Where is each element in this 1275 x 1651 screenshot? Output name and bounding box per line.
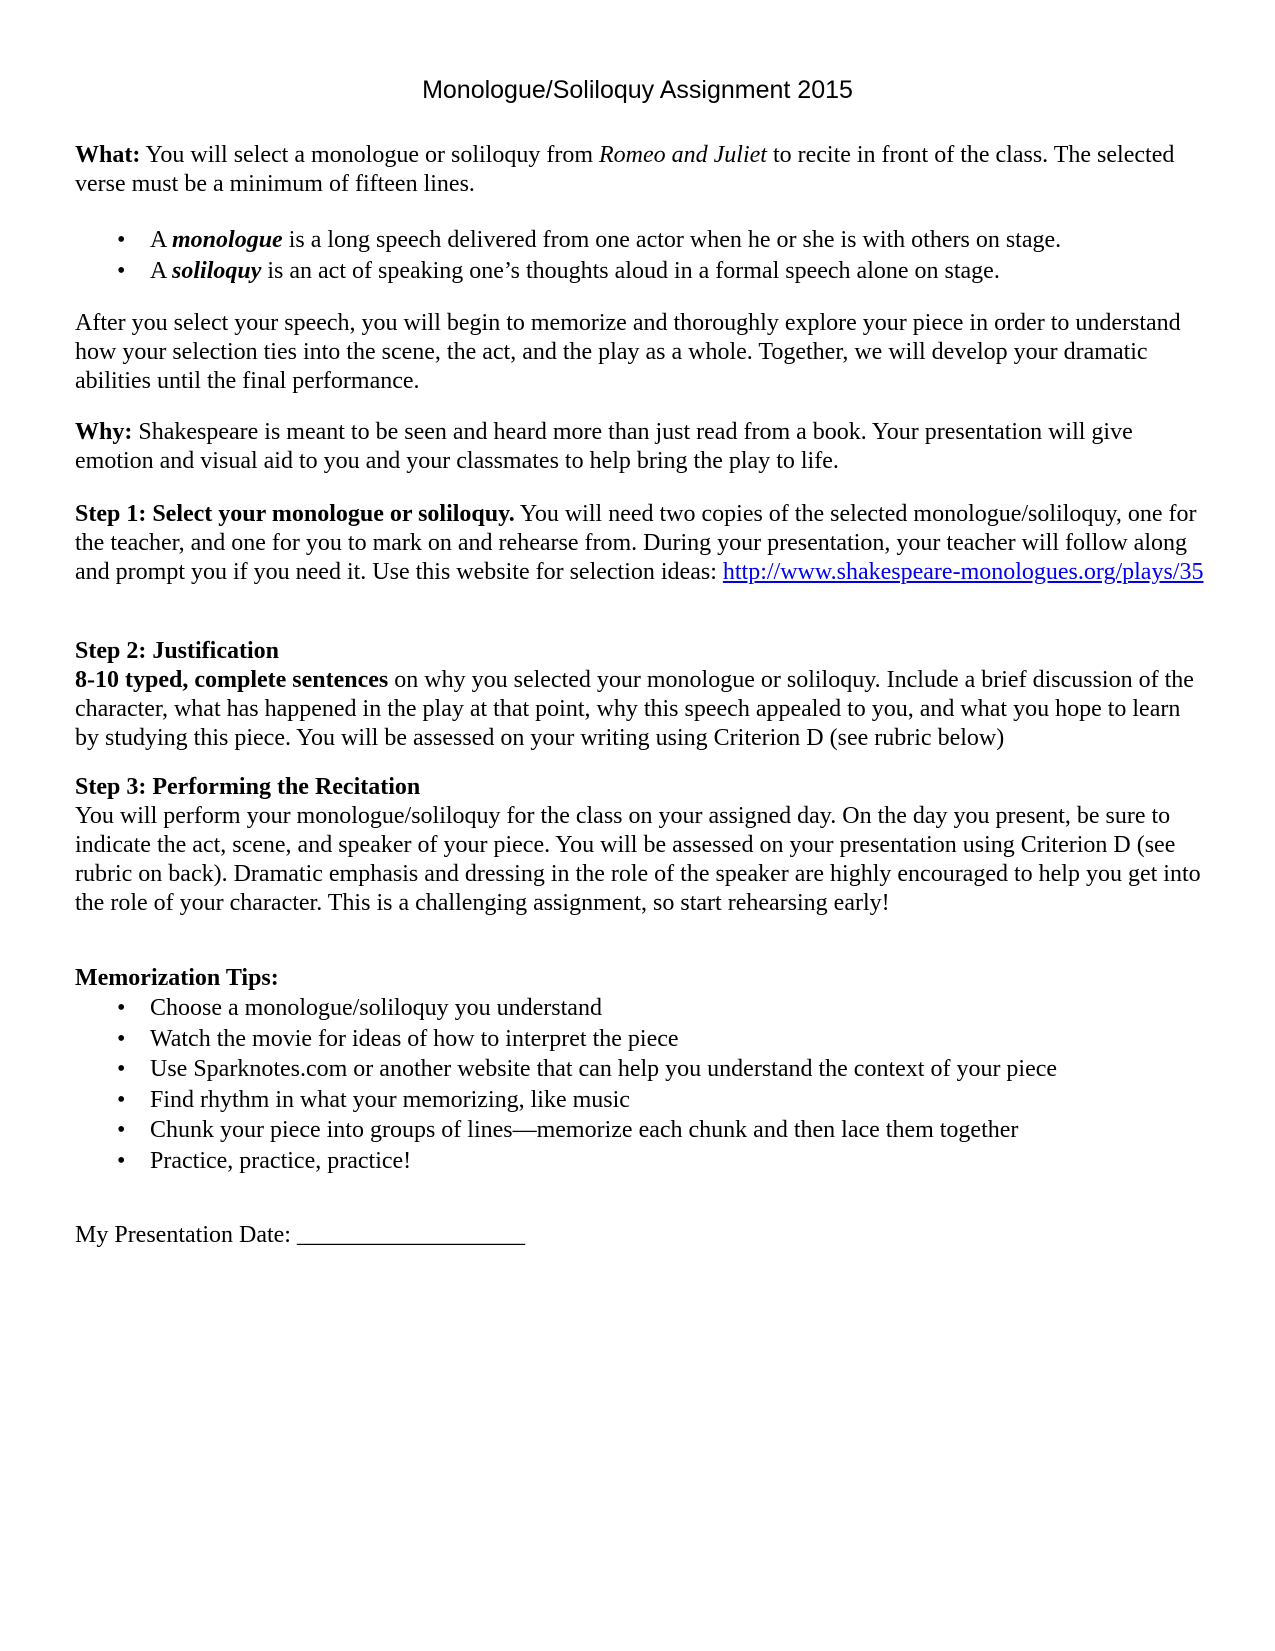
bullet-icon: • (117, 1025, 126, 1052)
tips-heading: Memorization Tips: (75, 965, 279, 991)
tip-item (75, 1085, 1205, 1116)
tip-text: Find rhythm in what your memorizing, like music (150, 1086, 630, 1113)
bullet-icon: • (117, 1056, 126, 1082)
tip-text: Watch the movie for ideas of how to interpret the piece (150, 1025, 679, 1052)
why-label: Why: (75, 419, 133, 445)
definition-term: monologue (172, 227, 283, 253)
step1-section (75, 500, 1205, 587)
definition-term: soliloquy (172, 257, 262, 284)
after-select-paragraph: After you select your speech, you will begin to memorize and thoroughly explore your piece in order to understand how your selection ties into the scene, the act, and the play as a whole. Together, we will develop your dramatic abilities until the final performance. (75, 310, 1181, 394)
why-text: Shakespeare is meant to be seen and heard more than just read from a book. Your presentation will give emotion and visual aid to you and your classmates to help bring the play to life. (75, 419, 1133, 474)
what-label: What: (75, 142, 141, 168)
step1-text: You will need two copies of the selected monologue/soliloquy, one for the teacher, and one for you to mark on and rehearse from. During your presentation, your teacher will follow along and prompt you if you need it. Use this website for selection ideas: (75, 501, 1197, 585)
presentation-date-label: My Presentation Date: (75, 1222, 297, 1248)
why-section (75, 418, 1205, 476)
presentation-date-blank[interactable]: ___________________ (296, 1222, 525, 1248)
step3-section (75, 773, 1205, 918)
bullet-icon: • (117, 995, 126, 1021)
step2-heading: Step 2: Justification (75, 638, 279, 664)
shakespeare-monologues-link[interactable]: http://www.shakespeare-monologues.org/plays/35 (722, 559, 1204, 585)
definition-item-monologue (75, 225, 1205, 256)
step1-label: Step 1: Select your monologue or soliloquy. (75, 501, 515, 527)
tip-item (75, 1054, 1205, 1085)
what-text-before: You will select a monologue or soliloquy from (140, 142, 599, 168)
why-paragraph (75, 418, 1205, 476)
definition-prefix: A (150, 227, 173, 253)
step2-text: on why you selected your monologue or soliloquy. Include a brief discussion of the character, what has happened in the play at that point, why this speech appealed to you, and what you hope to learn by studying this piece. You will be assessed on your writing using Criterion D (see rubric below) (75, 667, 1194, 751)
tip-item (75, 993, 1205, 1024)
step3-paragraph: You will perform your monologue/soliloquy for the class on your assigned day. On the day you present, be sure to indicate the act, scene, and speaker of your piece. You will be assessed on your presentation using Criterion D (see rubric on back). Dramatic emphasis and dressing in the role of the speaker are highly encouraged to help you get into the role of your character. This is a challenging assignment, so start rehearsing early! (75, 803, 1201, 916)
what-section (75, 141, 1205, 199)
step2-paragraph (75, 666, 1205, 753)
what-paragraph (75, 141, 1205, 199)
tip-text: Use Sparknotes.com or another website that can help you understand the context of your piece (150, 1056, 1058, 1082)
after-select-section (75, 309, 1205, 396)
play-title: Romeo and Juliet (598, 142, 767, 168)
tip-text: Practice, practice, practice! (150, 1147, 412, 1174)
definition-item-soliloquy (75, 256, 1205, 287)
bullet-icon: • (117, 1086, 126, 1113)
tip-item (75, 1024, 1205, 1055)
bullet-icon: • (117, 257, 126, 284)
bullet-icon: • (117, 1117, 126, 1143)
document-title: Monologue/Soliloquy Assignment 2015 (422, 76, 853, 104)
definition-text: is a long speech delivered from one actor when he or she is with others on stage. (282, 227, 1062, 253)
bullet-icon: • (117, 1147, 126, 1174)
step1-paragraph (75, 500, 1205, 587)
tip-item (75, 1146, 1205, 1177)
what-text-after: to recite in front of the class. The selected verse must be a minimum of fifteen lines. (75, 142, 1175, 197)
definitions-list-container (75, 225, 1205, 286)
tip-item (75, 1115, 1205, 1146)
presentation-date-line (75, 1221, 1205, 1250)
presentation-date-section (75, 1221, 1205, 1250)
tip-text: Choose a monologue/soliloquy you understand (150, 995, 602, 1021)
step3-heading: Step 3: Performing the Recitation (75, 774, 421, 800)
definition-prefix: A (150, 257, 173, 284)
step2-section (75, 637, 1205, 753)
tips-list (75, 993, 1205, 1176)
step2-bold-text: 8-10 typed, complete sentences (75, 667, 389, 693)
bullet-icon: • (117, 227, 126, 253)
definitions-list (75, 225, 1205, 286)
tips-section (75, 964, 1205, 1176)
tip-text: Chunk your piece into groups of lines—memorize each chunk and then lace them together (150, 1117, 1019, 1143)
definition-text: is an act of speaking one’s thoughts aloud in a formal speech alone on stage. (261, 257, 1000, 284)
